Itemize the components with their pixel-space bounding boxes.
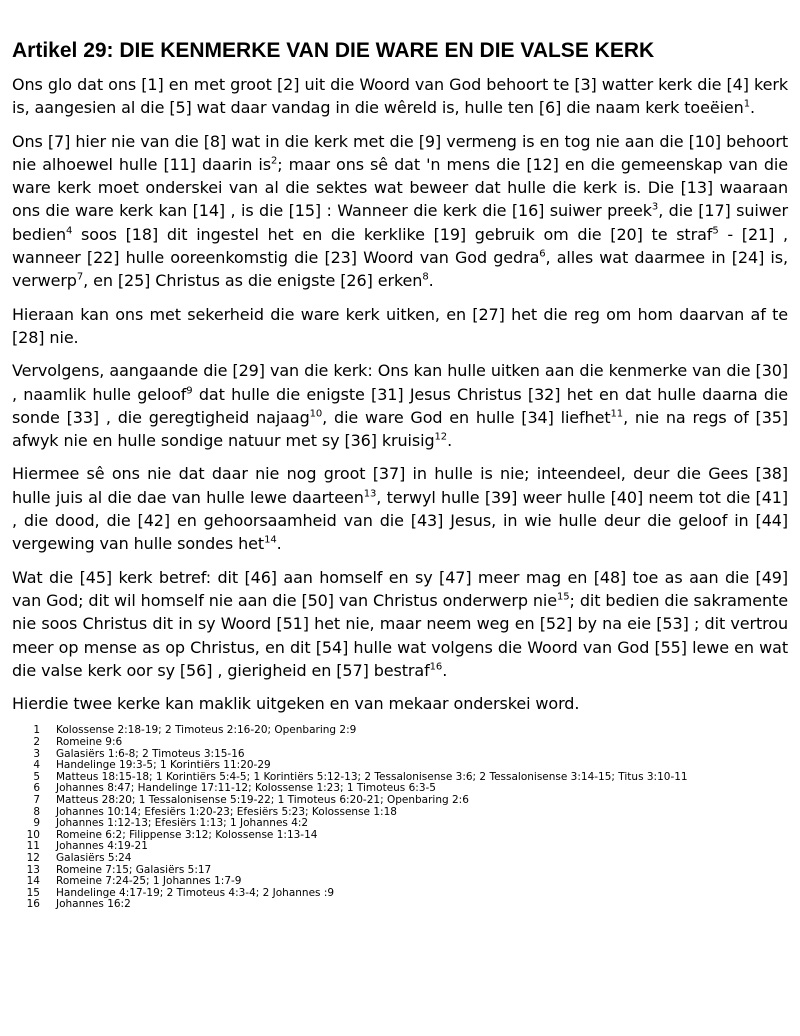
footnote-text: Johannes 16:2 — [56, 898, 131, 911]
footnote-item — [12, 795, 788, 807]
paragraph — [12, 303, 788, 350]
footnote-text: Handelinge 4:17-19; 2 Timoteus 4:3-4; 2 Johannes :9 — [56, 886, 335, 899]
paragraph-text: . — [442, 660, 448, 680]
footnote-number: 10 — [26, 828, 40, 841]
paragraph-text: Ons [7] hier nie van die [8] wat in die kerk met die [9] vermeng is en tog nie aan die [10] behoort nie alhoewel hulle [11] daarin is — [12, 131, 788, 174]
paragraph-text: dat hulle die enigste [31] Jesus Christus [32] het en dat hulle daarna die sonde [33] , die geregtigheid najaag — [12, 384, 788, 427]
paragraph-text: Wat die [45] kerk betref: dit [46] aan homself en sy [47] meer mag en [48] toe as aan die [49] van God; dit wil homself nie aan die [50] van Christus onderwerp nie — [12, 567, 788, 610]
footnote-number: 12 — [26, 851, 40, 864]
footnote-number: 1 — [33, 724, 40, 737]
footnote-reference: 14 — [264, 535, 277, 547]
footnote-number: 16 — [26, 898, 40, 911]
paragraph-text: Hieraan kan ons met sekerheid die ware kerk uitken, en [27] het die reg om hom daarvan af te [28] nie. — [12, 304, 788, 347]
paragraph-text: , terwyl hulle [39] weer hulle [40] neem tot die [41] , die dood, die [42] en gehoorsaamheid van die [43] Jesus, in wie hulle deur die geloof in [44] vergewing van hulle sondes het — [12, 487, 788, 554]
footnote-number: 11 — [26, 840, 40, 853]
footnote-reference: 15 — [557, 591, 570, 603]
paragraph-text: . — [447, 431, 453, 451]
footnote-item — [12, 899, 788, 911]
footnote-number: 5 — [33, 770, 40, 783]
footnote-reference: 12 — [434, 431, 448, 443]
footnote-reference: 6 — [539, 248, 546, 260]
paragraph-text: . — [428, 271, 434, 291]
footnote-reference: 5 — [712, 225, 719, 237]
paragraph-text: soos [18] dit ingestel het en die kerklike [19] gebruik om die [20] te straf — [72, 224, 713, 244]
footnote-text: Johannes 8:47; Handelinge 17:11-12; Kolossense 1:23; 1 Timoteus 6:3-5 — [56, 782, 436, 795]
footnote-text: Galasiërs 1:6-8; 2 Timoteus 3:15-16 — [56, 747, 245, 760]
footnote-reference: 8 — [422, 272, 429, 284]
footnote-item — [12, 725, 788, 737]
paragraph — [12, 692, 788, 715]
footnote-text: Johannes 10:14; Efesiërs 1:20-23; Efesiërs 5:23; Kolossense 1:18 — [56, 805, 397, 818]
paragraph-text: , alles wat daarmee in [24] is, verwerp — [12, 248, 788, 291]
footnote-item — [12, 853, 788, 865]
footnote-reference: 10 — [309, 408, 323, 420]
footnote-text: Handelinge 19:3-5; 1 Korintiërs 11:20-29 — [56, 759, 271, 772]
paragraph-text: Hiermee sê ons nie dat daar nie nog groot [37] in hulle is nie; inteendeel, deur die Gees [38] hulle juis al die dae van hulle lewe daarteen — [12, 464, 788, 507]
paragraph-text: Vervolgens, aangaande die [29] van die kerk: Ons kan hulle uitken aan die kenmerke van die [30] , naamlik hulle geloof — [12, 361, 788, 404]
footnote-text: Romeine 6:2; Filippense 3:12; Kolossense 1:13-14 — [56, 828, 318, 841]
footnote-text: Johannes 1:12-13; Efesiërs 1:13; 1 Johannes 4:2 — [56, 817, 309, 830]
article-title: Artikel 29: DIE KENMERKE VAN DIE WARE EN DIE VALSE KERK — [12, 39, 655, 62]
footnote-text: Romeine 9:6 — [56, 736, 123, 749]
paragraph-text: ; maar ons sê dat 'n mens die [12] en die gemeenskap van die ware kerk moet onderskei van al die sektes wat beweer dat hulle die kerk is. Die [13] waaraan ons die ware kerk kan [14] , is die [15] : Wanneer die kerk die [16] suiwer preek — [12, 154, 788, 221]
paragraph-text: . — [276, 534, 282, 554]
paragraph-text: Ons glo dat ons [1] en met groot [2] uit die Woord van God behoort te [3] watter kerk die [4] kerk is, aangesien al die [5] wat daar vandag in die wêreld is, hulle ten [6] die naam kerk toeëien — [12, 75, 788, 118]
paragraph-text: ; dit bedien die sakramente nie soos Christus dit in sy Woord [51] het nie, maar neem weg en [52] by na eie [53] ; dit vertrou meer op mense as op Christus, en dit [54] hulle wat volgens die Woord van God [55] lewe en wat die valse kerk oor sy [56] , gierigheid en [57] bestraf — [12, 590, 788, 680]
footnote-number: 6 — [33, 782, 40, 795]
footnote-reference: 16 — [429, 661, 443, 673]
footnote-number: 4 — [33, 759, 40, 772]
article-body — [12, 73, 788, 715]
footnote-text: Matteus 18:15-18; 1 Korintiërs 5:4-5; 1 Korintiërs 5:12-13; 2 Tessalonisense 3:6; 2 Tessalonisense 3:14-15; Titus 3:10-11 — [56, 770, 688, 783]
paragraph — [12, 462, 788, 555]
footnote-text: Romeine 7:15; Galasiërs 5:17 — [56, 863, 212, 876]
paragraph-text: , die ware God en hulle [34] liefhet — [322, 407, 611, 427]
footnote-number: 15 — [26, 886, 40, 899]
footnote-text: Kolossense 2:18-19; 2 Timoteus 2:16-20; Openbaring 2:9 — [56, 724, 357, 737]
footnote-item — [12, 737, 788, 749]
paragraph — [12, 130, 788, 293]
paragraph-text: , nie na regs of [35] afwyk nie en hulle sondige natuur met sy [36] kruisig — [12, 407, 788, 451]
footnote-text: Galasiërs 5:24 — [56, 851, 132, 864]
paragraph — [12, 359, 788, 452]
footnote-text: Johannes 4:19-21 — [56, 840, 148, 853]
paragraph — [12, 566, 788, 682]
paragraph-text: Hierdie twee kerke kan maklik uitgeken en van mekaar onderskei word. — [12, 694, 580, 714]
footnote-item — [12, 876, 788, 888]
footnote-reference: 13 — [363, 488, 377, 500]
paragraph-text: , en [25] Christus as die enigste [26] erken — [83, 271, 423, 291]
paragraph — [12, 73, 788, 120]
paragraph-text: - [21] , wanneer [22] hulle ooreenkomstig die [23] Woord van God gedra — [12, 224, 788, 268]
footnote-number: 13 — [26, 863, 40, 876]
footnotes-list — [12, 725, 788, 911]
footnote-number: 9 — [33, 817, 40, 830]
footnote-reference: 3 — [651, 202, 659, 214]
paragraph-text: . — [749, 98, 755, 118]
footnote-reference: 1 — [743, 98, 750, 110]
footnote-reference: 11 — [610, 408, 624, 420]
paragraph-text: , die [17] suiwer bedien — [12, 201, 788, 244]
footnote-reference: 4 — [66, 225, 73, 237]
footnote-number: 14 — [26, 875, 40, 888]
footnote-reference: 7 — [76, 272, 84, 284]
footnote-reference: 9 — [186, 385, 193, 397]
footnote-number: 2 — [33, 736, 40, 749]
footnote-reference: 2 — [270, 155, 278, 167]
footnote-number: 8 — [33, 805, 40, 818]
footnote-text: Matteus 28:20; 1 Tessalonisense 5:19-22; 1 Timoteus 6:20-21; Openbaring 2:6 — [56, 793, 469, 806]
footnote-number: 7 — [33, 793, 40, 806]
footnote-text: Romeine 7:24-25; 1 Johannes 1:7-9 — [56, 875, 242, 888]
document-page — [12, 38, 788, 911]
footnote-number: 3 — [33, 747, 40, 760]
